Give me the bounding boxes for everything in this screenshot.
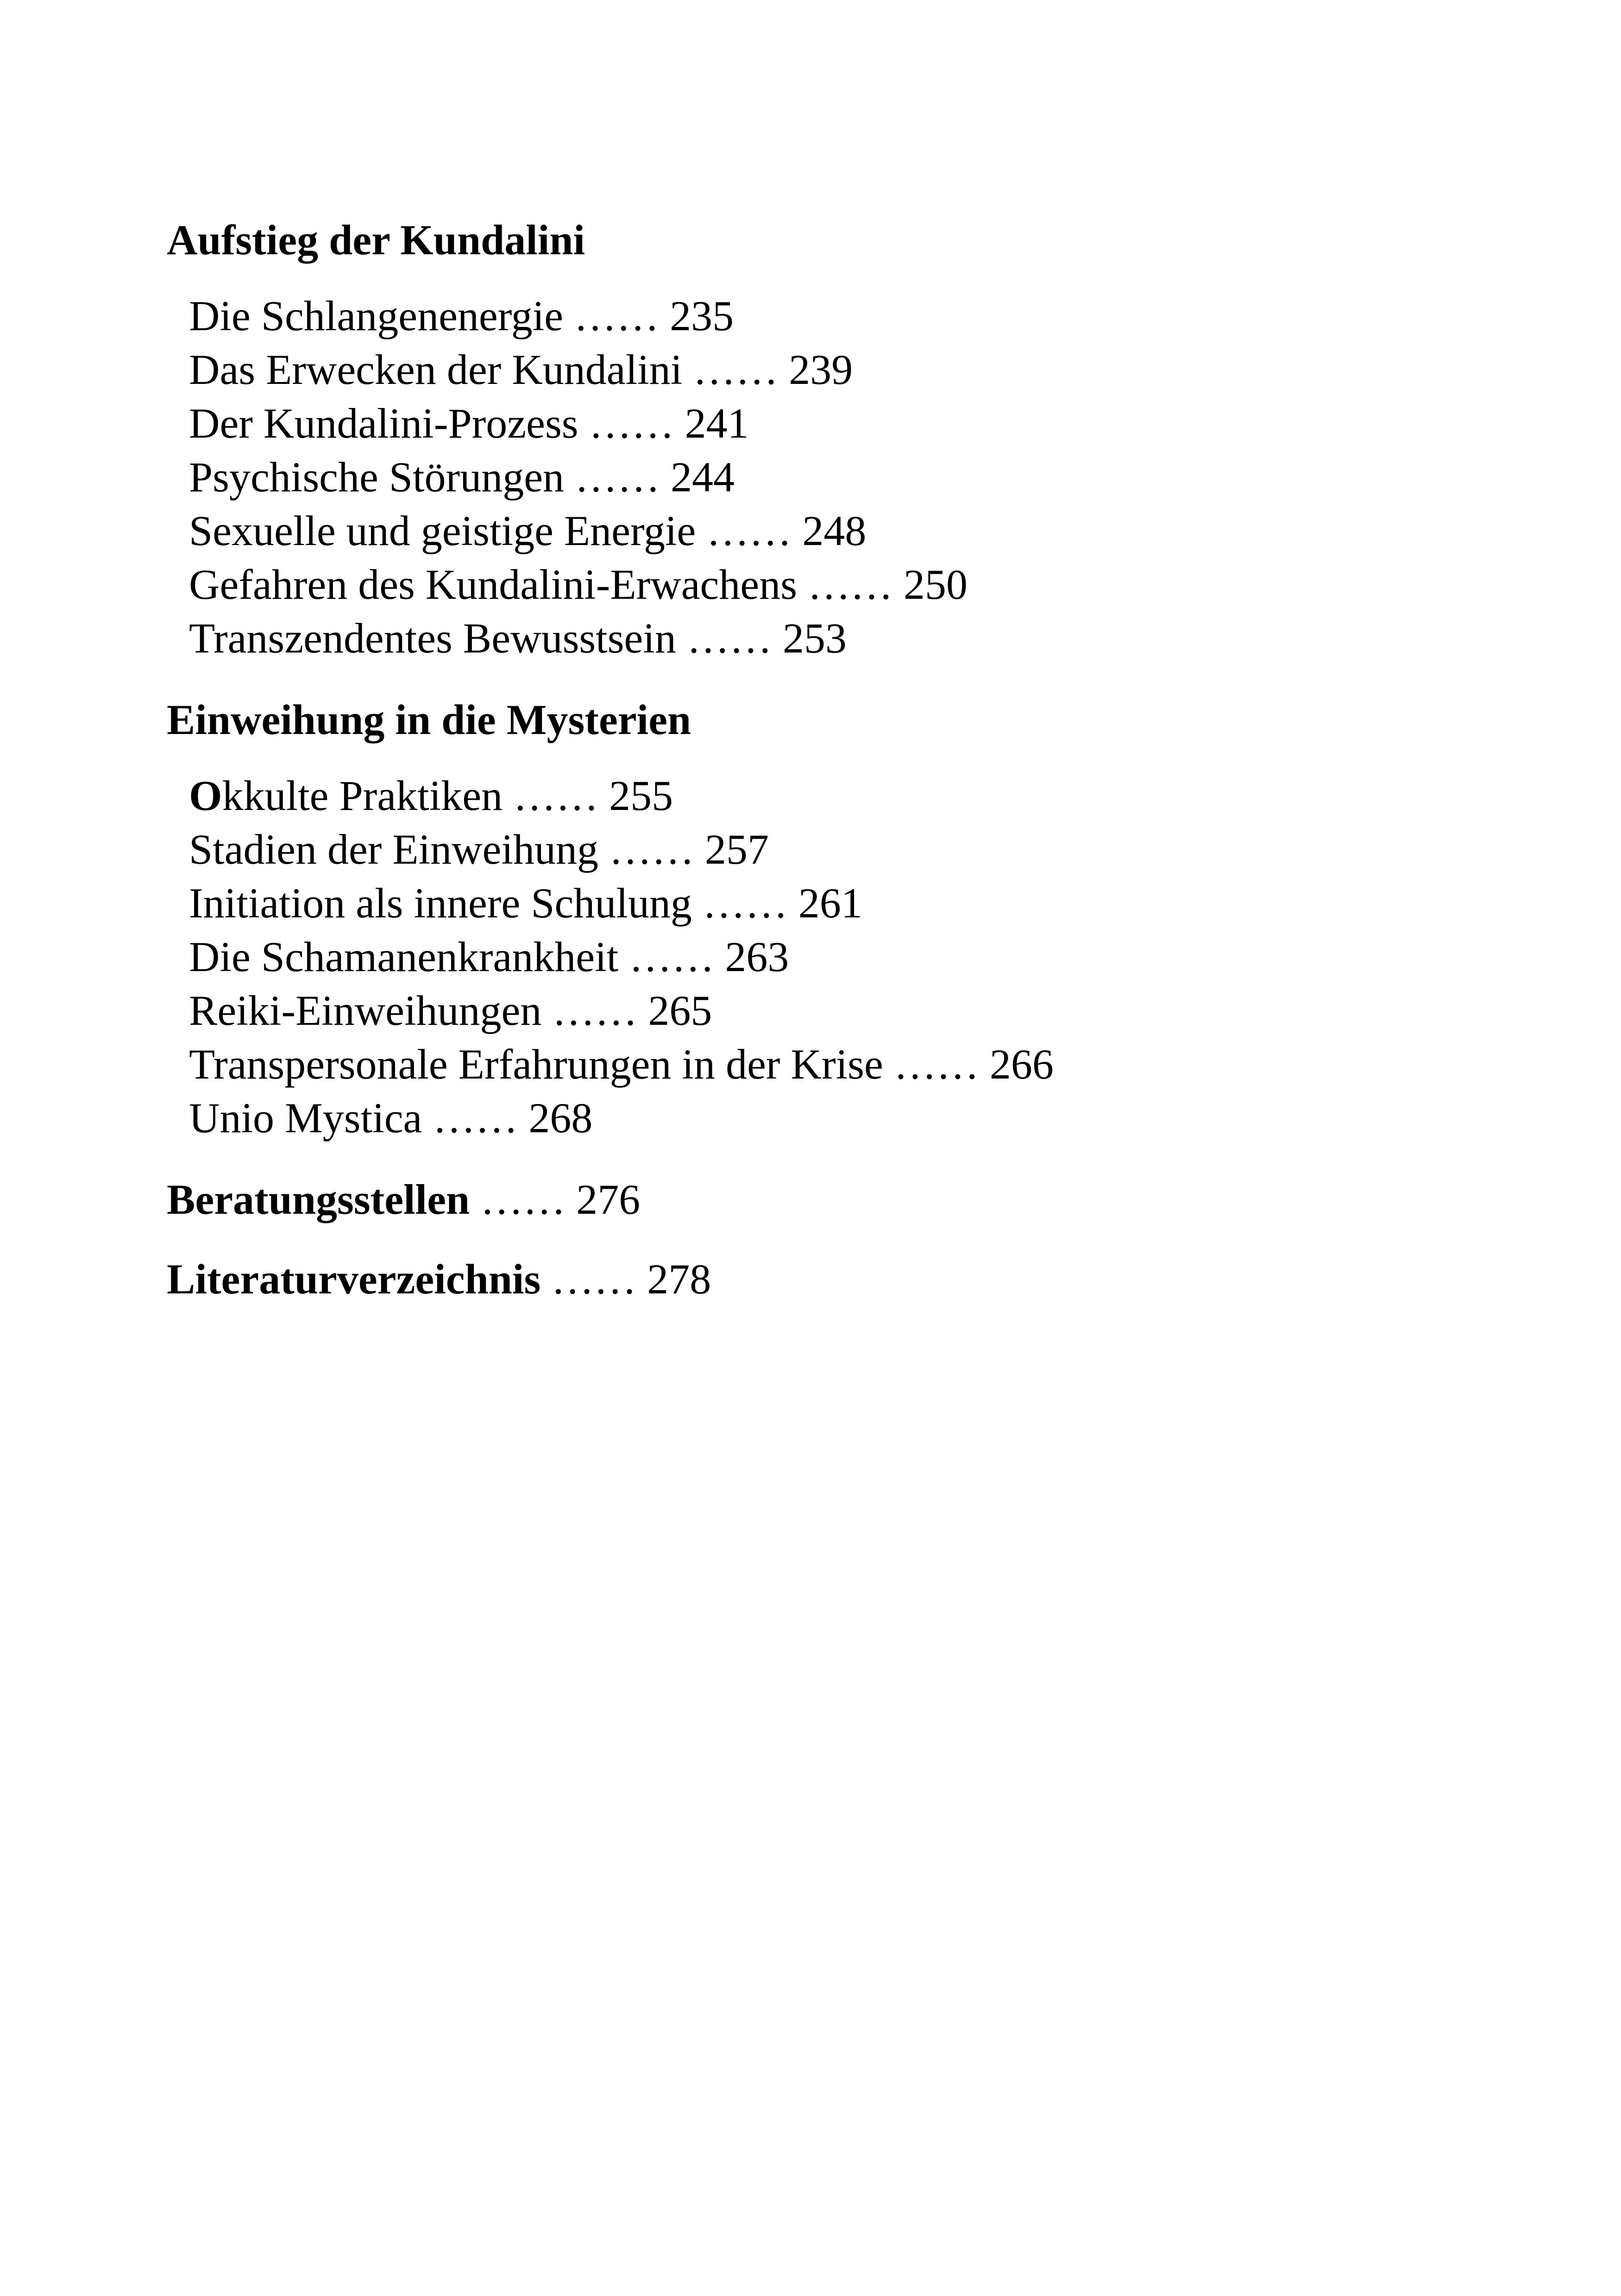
toc-section-literaturverzeichnis[interactable] xyxy=(167,1252,1556,1306)
entry-page-number: 276 xyxy=(576,1176,641,1223)
toc-entry[interactable] xyxy=(189,769,1556,822)
toc-entry[interactable] xyxy=(189,289,1556,343)
entry-leader: …… xyxy=(693,346,779,393)
entry-page-number: 235 xyxy=(670,292,734,339)
entry-title: Der Kundalini-Prozess xyxy=(189,400,578,447)
toc-entry[interactable] xyxy=(189,396,1556,450)
entry-title: Die Schlangenenergie xyxy=(189,292,564,339)
entry-leader: …… xyxy=(702,879,788,927)
entry-list xyxy=(189,289,1556,665)
entry-page-number: 266 xyxy=(989,1041,1054,1088)
toc-entry[interactable] xyxy=(189,984,1556,1037)
entry-title: Reiki-Einweihungen xyxy=(189,987,542,1034)
toc-section-einweihung xyxy=(167,693,1556,1145)
entry-leader: …… xyxy=(574,292,660,339)
entry-title: kkulte Praktiken xyxy=(222,772,503,819)
toc-section-beratungsstellen[interactable] xyxy=(167,1173,1556,1226)
toc-entry[interactable] xyxy=(189,876,1556,930)
entry-page-number: 250 xyxy=(904,561,968,608)
entry-leader: …… xyxy=(480,1176,566,1223)
section-title-with-page xyxy=(167,1252,1556,1306)
entry-leader: …… xyxy=(808,561,893,608)
entry-title: Sexuelle und geistige Energie xyxy=(189,507,696,554)
entry-title: Gefahren des Kundalini-Erwachens xyxy=(189,561,798,608)
entry-leader: …… xyxy=(551,1255,637,1303)
entry-leader: …… xyxy=(513,772,599,819)
entry-title: Psychische Störungen xyxy=(189,453,565,501)
entry-title: Die Schamanenkrankheit xyxy=(189,933,619,980)
entry-page-number: 261 xyxy=(798,879,862,927)
entry-title: Das Erwecken der Kundalini xyxy=(189,346,683,393)
entry-title: Stadien der Einweihung xyxy=(189,826,599,873)
toc-entry[interactable] xyxy=(189,1037,1556,1091)
section-title: Beratungsstellen xyxy=(167,1176,470,1223)
entry-title: Transpersonale Erfahrungen in der Krise xyxy=(189,1041,883,1088)
entry-leader: …… xyxy=(589,400,674,447)
toc-entry[interactable] xyxy=(189,930,1556,984)
toc-entry[interactable] xyxy=(189,504,1556,558)
entry-page-number: 268 xyxy=(528,1094,593,1142)
entry-leader: …… xyxy=(706,507,792,554)
entry-page-number: 248 xyxy=(802,507,867,554)
entry-page-number: 278 xyxy=(647,1255,711,1303)
entry-page-number: 253 xyxy=(782,615,847,662)
entry-leader: …… xyxy=(433,1094,518,1142)
entry-leader: …… xyxy=(686,615,772,662)
entry-initial-letter: O xyxy=(189,772,222,819)
entry-leader: …… xyxy=(609,826,695,873)
entry-page-number: 244 xyxy=(671,453,735,501)
toc-section-aufstieg xyxy=(167,213,1556,665)
toc-entry[interactable] xyxy=(189,822,1556,876)
entry-page-number: 263 xyxy=(725,933,789,980)
entry-leader: …… xyxy=(893,1041,979,1088)
entry-page-number: 265 xyxy=(648,987,712,1034)
entry-title: Unio Mystica xyxy=(189,1094,422,1142)
entry-leader: …… xyxy=(552,987,638,1034)
section-title: Aufstieg der Kundalini xyxy=(167,216,585,263)
entry-page-number: 257 xyxy=(705,826,769,873)
entry-page-number: 241 xyxy=(685,400,749,447)
entry-page-number: 239 xyxy=(789,346,853,393)
entry-title: Initiation als innere Schulung xyxy=(189,879,692,927)
entry-list xyxy=(189,769,1556,1145)
section-title-with-page xyxy=(167,1173,1556,1226)
toc-entry[interactable] xyxy=(189,450,1556,504)
section-title: Einweihung in die Mysterien xyxy=(167,696,691,743)
toc-entry[interactable] xyxy=(189,558,1556,611)
entry-page-number: 255 xyxy=(609,772,673,819)
table-of-contents xyxy=(167,213,1556,1306)
entry-leader: …… xyxy=(629,933,715,980)
toc-entry[interactable] xyxy=(189,611,1556,665)
toc-entry[interactable] xyxy=(189,1091,1556,1145)
entry-leader: …… xyxy=(575,453,660,501)
section-title: Literaturverzeichnis xyxy=(167,1255,541,1303)
toc-entry[interactable] xyxy=(189,343,1556,396)
entry-title: Transzendentes Bewusstsein xyxy=(189,615,676,662)
